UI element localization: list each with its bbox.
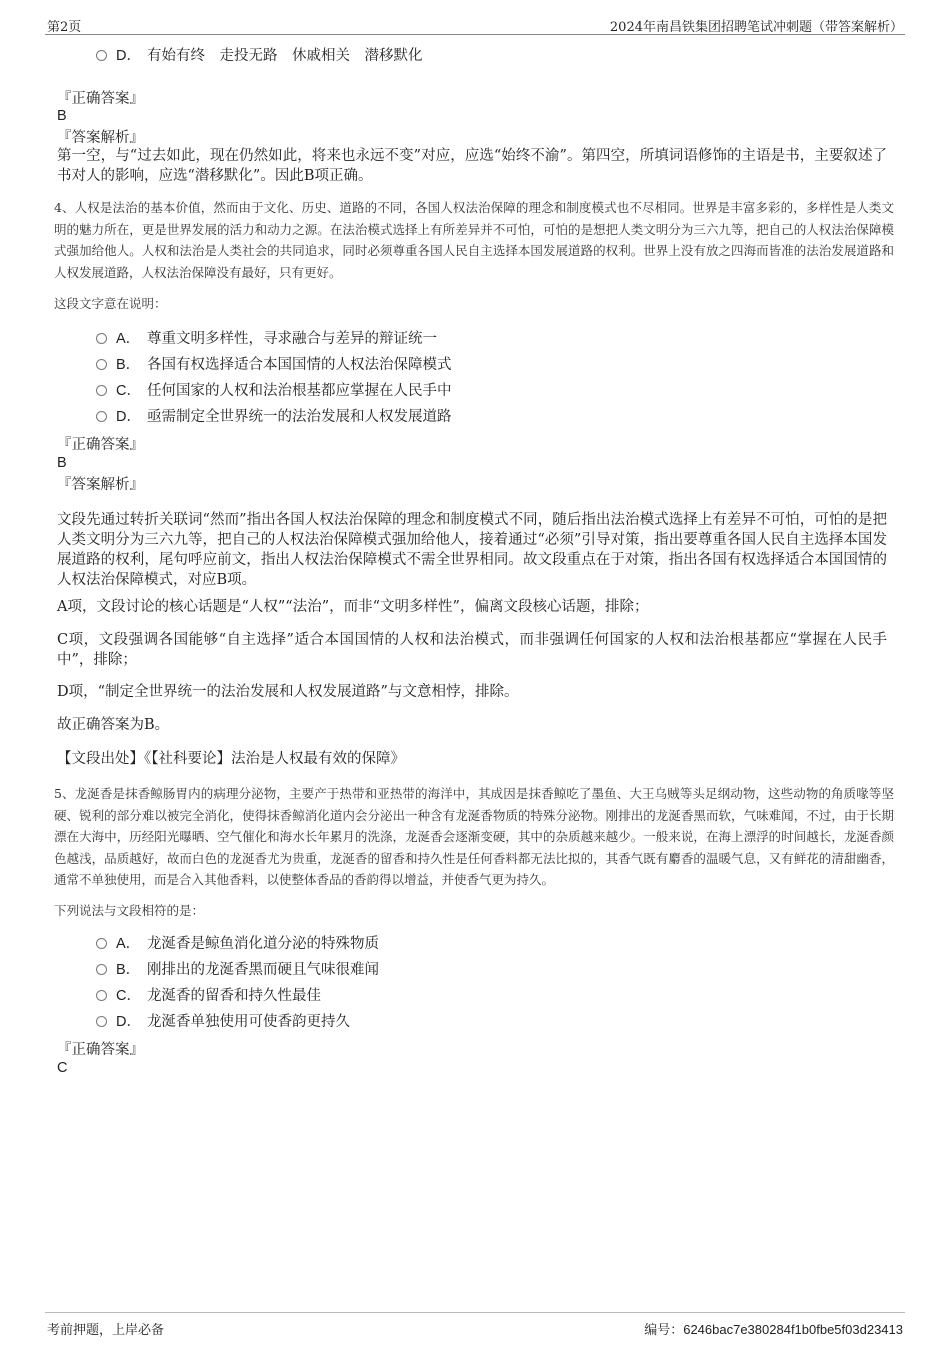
radio-icon[interactable] xyxy=(96,411,107,422)
q5-prompt: 下列说法与文段相符的是： xyxy=(54,903,205,918)
radio-icon[interactable] xyxy=(96,990,107,1001)
q3-analysis: 第一空，与“过去如此，现在仍然如此，将来也永远不变”对应，应选“始终不渝”。第四空，所填词语修饰的主语是书，主要叙述了书对人的影响，应选“潜移默化”。因此B项正确。 xyxy=(57,148,887,184)
option-text: 尊重文明多样性，寻求融合与差异的辩证统一 xyxy=(147,331,437,347)
radio-icon[interactable] xyxy=(96,938,107,949)
radio-icon[interactable] xyxy=(96,359,107,370)
option-letter: A． xyxy=(116,331,141,347)
radio-icon[interactable] xyxy=(96,50,107,61)
q5-answer: C xyxy=(57,1060,68,1076)
q4-passage: 4、人权是法治的基本价值，然而由于文化、历史、道路的不同，各国人权法治保障的理念和制度模式也不尽相同。世界是丰富多彩的，多样性是人类文明的魅力所在，更是世界发展的活力和动力之源。在法治模式选择上有所差异并不可怕，可怕的是想把人类文明分为三六九等，把自己的人权法治保障模式强加给他人。人权和法治是人类社会的共同追求，同时必须尊重各国人民自主选择本国发展道路的权利。世界上没有放之四海而皆准的法治发展道路和人权发展道路，人权法治保障没有最好，只有更好。 xyxy=(54,200,894,280)
q4-option-c[interactable] xyxy=(96,380,452,402)
option-letter: C． xyxy=(116,383,141,399)
q3-option-d[interactable] xyxy=(96,45,423,67)
radio-icon[interactable] xyxy=(96,333,107,344)
option-text: 龙涎香单独使用可使香韵更持久 xyxy=(147,1014,350,1030)
q4-option-a[interactable] xyxy=(96,328,437,350)
option-letter: D． xyxy=(116,1014,141,1030)
q4-analysis-conclusion: 故正确答案为B。 xyxy=(57,717,170,733)
q4-prompt: 这段文字意在说明： xyxy=(54,296,167,311)
option-letter: D． xyxy=(116,409,141,425)
q4-answer: B xyxy=(57,455,67,471)
option-letter: D． xyxy=(116,48,141,64)
q3-analysis-label: 『答案解析』 xyxy=(57,130,144,146)
q4-option-d[interactable] xyxy=(96,406,452,428)
q3-answer: B xyxy=(57,108,67,124)
option-text: 龙涎香的留香和持久性最佳 xyxy=(147,988,321,1004)
radio-icon[interactable] xyxy=(96,1016,107,1027)
q5-answer-label: 『正确答案』 xyxy=(57,1042,144,1058)
q4-analysis-main: 文段先通过转折关联词“然而”指出各国人权法治保障的理念和制度模式不同，随后指出法治模式选择上有差异不可怕，可怕的是把人类文明分为三六九等，把自己的人权法治保障模式强加给他人，接着通过“必须”引导对策，指出要尊重各国人民自主选择本国发展道路的权利，尾句呼应前文，指出人权法治保障模式不需全世界相同。故文段重点在于对策，指出各国有权选择适合本国国情的人权法治保障模式，对应B项。 xyxy=(57,512,887,588)
option-letter: B． xyxy=(116,357,141,373)
document-title: 2024年南昌铁集团招聘笔试冲刺题（带答案解析） xyxy=(609,20,903,35)
option-text: 各国有权选择适合本国国情的人权法治保障模式 xyxy=(147,357,452,373)
option-text: 有始有终 走投无路 休戚相关 潜移默化 xyxy=(147,48,423,64)
q4-source: 【文段出处】《【社科要论】法治是人权最有效的保障》 xyxy=(57,751,405,767)
option-text: 刚排出的龙涎香黑而硬且气味很难闻 xyxy=(147,962,379,978)
q5-passage: 5、龙涎香是抹香鲸肠胃内的病理分泌物，主要产于热带和亚热带的海洋中，其成因是抹香鲸吃了墨鱼、大王乌贼等头足纲动物，这些动物的角质喙等坚硬、锐利的部分难以被完全消化，使得抹香鲸消化道内会分泌出一种含有龙涎香物质的特殊分泌物。刚排出的龙涎香黑而软，气味难闻，不过，由于长期漂在大海中，历经阳光曝晒、空气催化和海水长年累月的洗涤，龙涎香会逐渐变硬，其中的杂质越来越少。一般来说，在海上漂浮的时间越长，龙涎香颜色越浅，品质越好，故而白色的龙涎香尤为贵重，龙涎香的留香和持久性是任何香料都无法比拟的，其香气既有麝香的温暖气息，又有鲜花的清甜幽香，通常不单独使用，而是合入其他香料，以使整体香品的香韵得以增益，并使香气更为持久。 xyxy=(54,786,894,887)
q3-answer-label: 『正确答案』 xyxy=(57,91,144,107)
q5-option-b[interactable] xyxy=(96,959,379,981)
option-letter: B． xyxy=(116,962,141,978)
option-text: 任何国家的人权和法治根基都应掌握在人民手中 xyxy=(147,383,452,399)
q5-option-c[interactable] xyxy=(96,985,321,1007)
document-code: 编号：6246bac7e380284f1b0fbe5f03d23413 xyxy=(644,1322,903,1337)
option-letter: A． xyxy=(116,936,141,952)
option-letter: C． xyxy=(116,988,141,1004)
option-text: 亟需制定全世界统一的法治发展和人权发展道路 xyxy=(147,409,452,425)
radio-icon[interactable] xyxy=(96,964,107,975)
q5-option-d[interactable] xyxy=(96,1011,350,1033)
footer-slogan: 考前押题，上岸必备 xyxy=(47,1323,165,1338)
page-number: 第2页 xyxy=(47,20,82,35)
option-text: 龙涎香是鲸鱼消化道分泌的特殊物质 xyxy=(147,936,379,952)
q4-analysis-option-d: D项，“制定全世界统一的法治发展和人权发展道路”与文意相悖，排除。 xyxy=(57,684,519,700)
radio-icon[interactable] xyxy=(96,385,107,396)
q4-option-b[interactable] xyxy=(96,354,452,376)
page-header xyxy=(45,14,905,35)
q4-analysis-option-c: C项，文段强调各国能够“自主选择”适合本国国情的人权和法治模式，而非强调任何国家的人权和法治根基都应“掌握在人民手中”，排除； xyxy=(57,632,887,668)
q4-analysis-option-a: A项，文段讨论的核心话题是“人权”“法治”，而非“文明多样性”，偏离文段核心话题，排除； xyxy=(57,599,649,615)
q4-answer-label: 『正确答案』 xyxy=(57,437,144,453)
q4-analysis-label: 『答案解析』 xyxy=(57,477,144,493)
q5-option-a[interactable] xyxy=(96,933,379,955)
page-footer xyxy=(45,1312,905,1337)
